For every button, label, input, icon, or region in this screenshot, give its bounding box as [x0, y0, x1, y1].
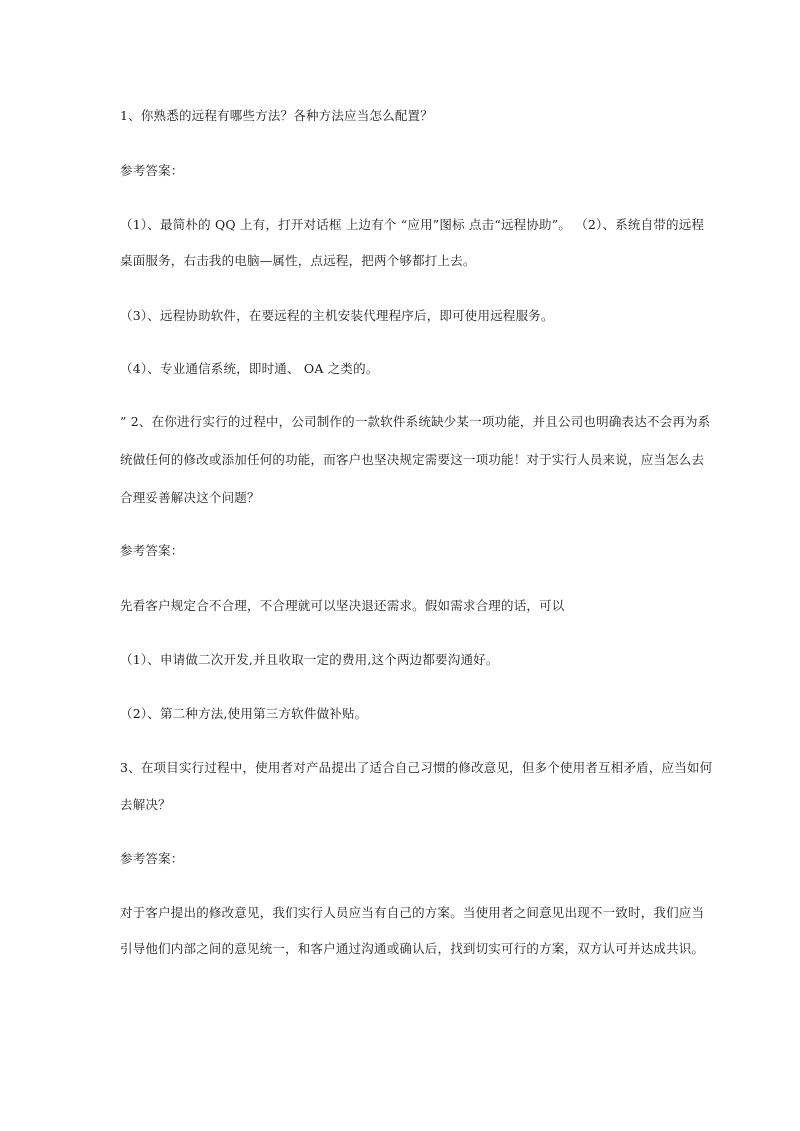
answer-label-1: 参考答案：	[120, 163, 184, 178]
answer-2-line-3: （2）、第二种方法,使用第三方软件做补贴。	[120, 706, 368, 721]
answer-2-line-1: 先看客户规定合不合理，不合理就可以坚决退还需求。假如需求合理的话，可以	[120, 598, 565, 613]
answer-label-2: 参考答案：	[120, 543, 184, 558]
question-1: 1、你熟悉的远程有哪些方法？各种方法应当怎么配置？	[120, 108, 433, 123]
answer-3-line-1: 对于客户提出的修改意见，我们实行人员应当有自己的方案。当使用者之间意见出现不一致时，我们应当	[120, 905, 705, 920]
question-3-line-1: 3、在项目实行过程中，使用者对产品提出了适合自己习惯的修改意见，但多个使用者互相矛盾，应当如何	[120, 760, 713, 775]
question-2-line-1: ” 2、在你进行实行的过程中，公司制作的一款软件系统缺少某一项功能，并且公司也明确表达不会再为系	[120, 414, 711, 429]
answer-label-3: 参考答案：	[120, 851, 184, 866]
question-2-line-3: 合理妥善解决这个问题？	[120, 490, 260, 505]
question-3-line-2: 去解决？	[120, 797, 171, 812]
answer-1-line-3: （3）、远程协助软件，在要远程的主机安装代理程序后，即可使用远程服务。	[120, 308, 554, 323]
answer-2-line-2: （1）、申请做二次开发,并且收取一定的费用,这个两边都要沟通好。	[120, 652, 499, 667]
answer-3-line-2: 引导他们内部之间的意见统一，和客户通过沟通或确认后，找到切实可行的方案，双方认可并达成共识。	[120, 941, 705, 956]
question-2-line-2: 统做任何的修改或添加任何的功能，而客户也坚决规定需要这一项功能！对于实行人员来说，应当怎么去	[120, 452, 705, 467]
answer-1-line-1: （1）、最简朴的 QQ 上有，打开对话框 上边有个 “应用”图标 点击“远程协助”。 （2）、系统自带的远程	[120, 217, 705, 232]
answer-1-line-2: 桌面服务，右击我的电脑—属性，点远程，把两个够都打上去。	[120, 253, 476, 268]
answer-1-line-4: （4）、专业通信系统，即时通、 OA 之类的。	[120, 361, 379, 376]
